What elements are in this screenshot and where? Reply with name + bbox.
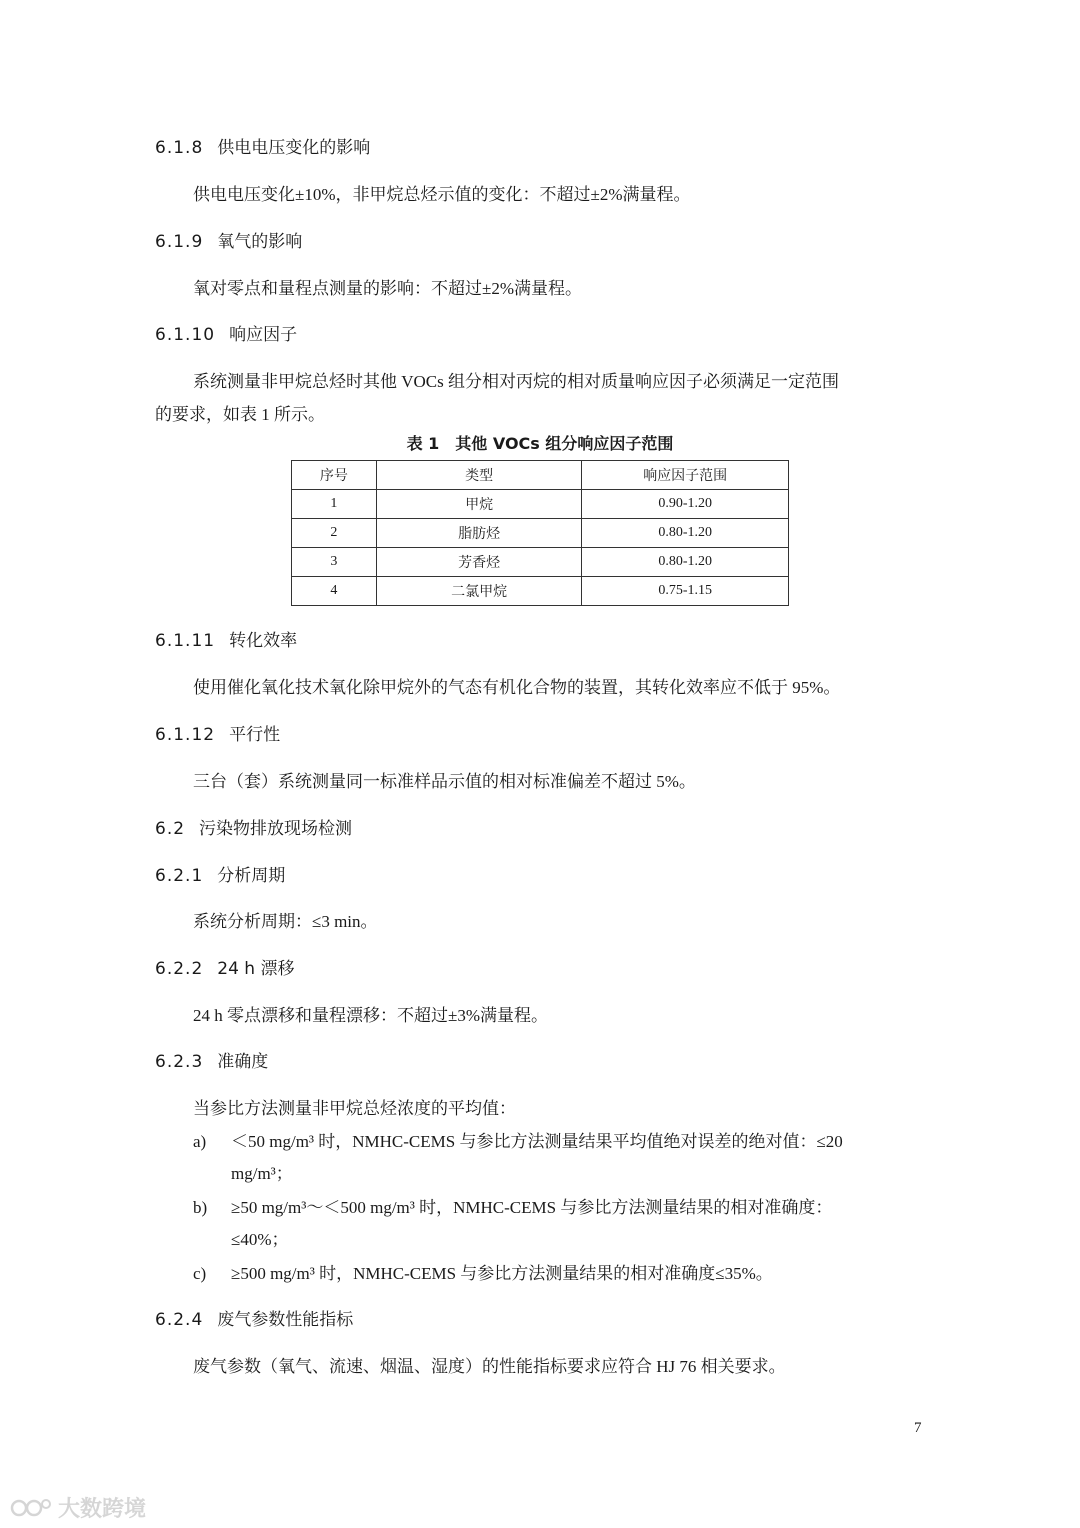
section-number: 6.2.2 bbox=[155, 959, 204, 979]
watermark-text: 大数跨境 bbox=[58, 1497, 147, 1522]
cell-range: 0.80-1.20 bbox=[582, 548, 789, 577]
page-number: 7 bbox=[914, 1420, 922, 1436]
list-item-c-line1: ≥500 mg/m³ 时，NMHC-CEMS 与参比方法测量结果的相对准确度≤35%。 bbox=[231, 1264, 773, 1283]
cell-index: 4 bbox=[292, 577, 377, 606]
paragraph-6-2-4: 废气参数（氧气、流速、烟温、湿度）的性能指标要求应符合 HJ 76 相关要求。 bbox=[193, 1357, 786, 1376]
section-number: 6.2.4 bbox=[155, 1310, 204, 1330]
heading-6-2-2 bbox=[155, 957, 294, 981]
section-number: 6.1.10 bbox=[155, 325, 216, 345]
section-title: 响应因子 bbox=[229, 325, 298, 345]
section-number: 6.1.12 bbox=[155, 725, 216, 745]
heading-6-2-4 bbox=[155, 1308, 353, 1332]
list-item-mark: b) bbox=[193, 1198, 208, 1217]
table-row bbox=[292, 577, 789, 606]
heading-6-2-3 bbox=[155, 1050, 268, 1074]
cell-type: 甲烷 bbox=[376, 490, 582, 519]
list-item-b-line2: ≤40%； bbox=[231, 1230, 289, 1249]
table-row bbox=[292, 519, 789, 548]
table-header-row bbox=[292, 461, 789, 490]
cell-index: 1 bbox=[292, 490, 377, 519]
cell-type: 脂肪烃 bbox=[376, 519, 582, 548]
list-item-a-line2: mg/m³； bbox=[231, 1164, 293, 1183]
section-title: 供电电压变化的影响 bbox=[217, 138, 371, 158]
watermark bbox=[10, 1492, 146, 1523]
section-title: 污染物排放现场检测 bbox=[199, 819, 353, 839]
section-title: 平行性 bbox=[229, 725, 281, 745]
section-number: 6.1.8 bbox=[155, 138, 204, 158]
list-item-mark: c) bbox=[193, 1264, 207, 1283]
section-title: 分析周期 bbox=[217, 866, 286, 886]
section-title: 准确度 bbox=[217, 1052, 269, 1072]
cell-type: 芳香烃 bbox=[376, 548, 582, 577]
table-caption: 表 1 其他 VOCs 组分响应因子范围 bbox=[406, 434, 674, 453]
list-item-b-line1: ≥50 mg/m³～＜500 mg/m³ 时，NMHC-CEMS 与参比方法测量结果的相对准确度： bbox=[231, 1198, 833, 1217]
header-cell-range: 响应因子范围 bbox=[582, 461, 789, 490]
cell-range: 0.90-1.20 bbox=[582, 490, 789, 519]
list-item-mark: a) bbox=[193, 1132, 207, 1151]
list-item-a-line1: ＜50 mg/m³ 时，NMHC-CEMS 与参比方法测量结果平均值绝对误差的绝对值：≤20 bbox=[231, 1132, 843, 1151]
heading-6-2 bbox=[155, 817, 352, 841]
heading-6-1-10 bbox=[155, 323, 297, 347]
heading-6-2-1 bbox=[155, 864, 285, 888]
paragraph-6-1-10-line1: 系统测量非甲烷总烃时其他 VOCs 组分相对丙烷的相对质量响应因子必须满足一定范围 bbox=[193, 372, 840, 391]
section-title: 24 h 漂移 bbox=[217, 959, 295, 979]
cell-range: 0.80-1.20 bbox=[582, 519, 789, 548]
heading-6-1-12 bbox=[155, 723, 280, 747]
paragraph-6-1-9: 氧对零点和量程点测量的影响：不超过±2%满量程。 bbox=[193, 279, 582, 298]
heading-6-1-11 bbox=[155, 629, 297, 653]
paragraph-6-1-10-line2: 的要求，如表 1 所示。 bbox=[155, 405, 325, 424]
table-row bbox=[292, 490, 789, 519]
paragraph-6-1-8: 供电电压变化±10%，非甲烷总烃示值的变化：不超过±2%满量程。 bbox=[193, 185, 691, 204]
watermark-logo-icon bbox=[10, 1495, 54, 1521]
section-title: 废气参数性能指标 bbox=[217, 1310, 354, 1330]
header-cell-type: 类型 bbox=[376, 461, 582, 490]
cell-range: 0.75-1.15 bbox=[582, 577, 789, 606]
heading-6-1-9 bbox=[155, 230, 302, 254]
section-number: 6.2.3 bbox=[155, 1052, 204, 1072]
section-title: 转化效率 bbox=[229, 631, 298, 651]
paragraph-6-1-12: 三台（套）系统测量同一标准样品示值的相对标准偏差不超过 5%。 bbox=[193, 772, 696, 791]
section-number: 6.1.11 bbox=[155, 631, 216, 651]
section-number: 6.2.1 bbox=[155, 866, 204, 886]
cell-index: 2 bbox=[292, 519, 377, 548]
section-number: 6.2 bbox=[155, 819, 186, 839]
section-number: 6.1.9 bbox=[155, 232, 204, 252]
cell-index: 3 bbox=[292, 548, 377, 577]
heading-6-1-8 bbox=[155, 136, 370, 160]
paragraph-6-2-1: 系统分析周期：≤3 min。 bbox=[193, 912, 378, 931]
section-title: 氧气的影响 bbox=[217, 232, 303, 252]
paragraph-6-1-11: 使用催化氧化技术氧化除甲烷外的气态有机化合物的装置，其转化效率应不低于 95%。 bbox=[193, 678, 841, 697]
table-row bbox=[292, 548, 789, 577]
response-factor-table bbox=[291, 460, 789, 606]
header-cell-index: 序号 bbox=[292, 461, 377, 490]
paragraph-6-2-2: 24 h 零点漂移和量程漂移：不超过±3%满量程。 bbox=[193, 1006, 548, 1025]
cell-type: 二氯甲烷 bbox=[376, 577, 582, 606]
paragraph-6-2-3-intro: 当参比方法测量非甲烷总烃浓度的平均值： bbox=[193, 1099, 516, 1118]
